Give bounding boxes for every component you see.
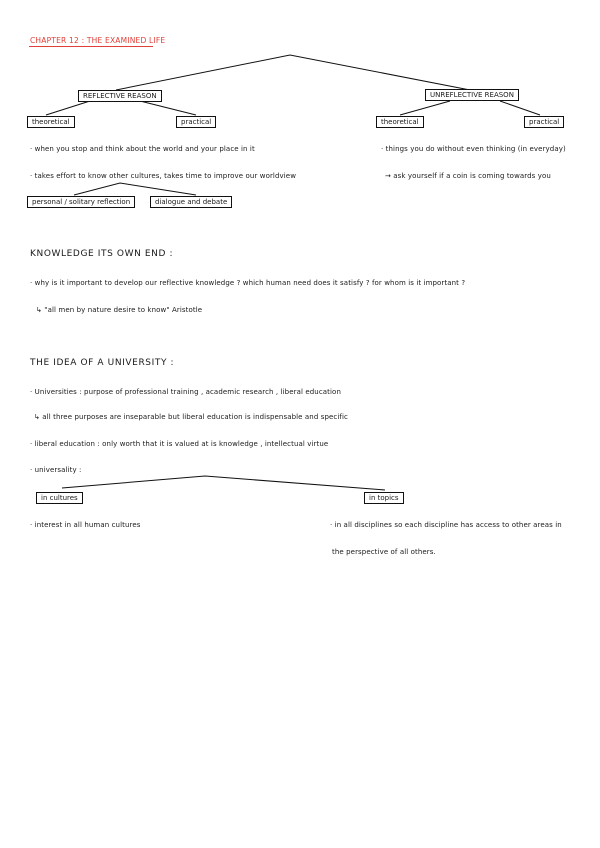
in-topics-box: in topics: [364, 492, 404, 504]
dialogue-debate-box: dialogue and debate: [150, 196, 232, 208]
left-theoretical-box: theoretical: [27, 116, 75, 128]
knowledge-heading: KNOWLEDGE ITS OWN END :: [30, 249, 174, 259]
university-line-4: · universality :: [30, 466, 82, 474]
page-title: CHAPTER 12 : THE EXAMINED LIFE: [30, 36, 166, 45]
topics-note-2: the perspective of all others.: [332, 548, 436, 556]
left-note-2: · takes effort to know other cultures, takes time to improve our worldview: [30, 172, 297, 180]
right-note-1: · things you do without even thinking (in everyday): [381, 145, 566, 153]
unreflective-reason-box: UNREFLECTIVE REASON: [425, 89, 519, 101]
left-practical-box: practical: [176, 116, 216, 128]
right-practical-box: practical: [524, 116, 564, 128]
reflective-reason-box: REFLECTIVE REASON: [78, 90, 162, 102]
in-cultures-box: in cultures: [36, 492, 83, 504]
university-line-2: ↳ all three purposes are inseparable but liberal education is indispensable and specific: [34, 413, 348, 421]
left-note-1: · when you stop and think about the world and your place in it: [30, 145, 255, 153]
knowledge-line-1: · why is it important to develop our reflective knowledge ? which human need does it satisfy ? for whom is it important ?: [30, 279, 466, 287]
knowledge-line-2: ↳ "all men by nature desire to know" Aristotle: [36, 306, 203, 314]
topics-note-1: · in all disciplines so each discipline has access to other areas in: [330, 521, 562, 529]
university-heading: THE IDEA OF A UNIVERSITY :: [30, 358, 175, 368]
cultures-note: · interest in all human cultures: [30, 521, 141, 529]
right-theoretical-box: theoretical: [376, 116, 424, 128]
university-line-1: · Universities : purpose of professional training , academic research , liberal education: [30, 388, 341, 396]
right-note-2: → ask yourself if a coin is coming towards you: [385, 172, 551, 180]
university-line-3: · liberal education : only worth that it is valued at is knowledge , intellectual virtue: [30, 440, 329, 448]
personal-reflection-box: personal / solitary reflection: [27, 196, 135, 208]
title-underline: [29, 46, 153, 47]
